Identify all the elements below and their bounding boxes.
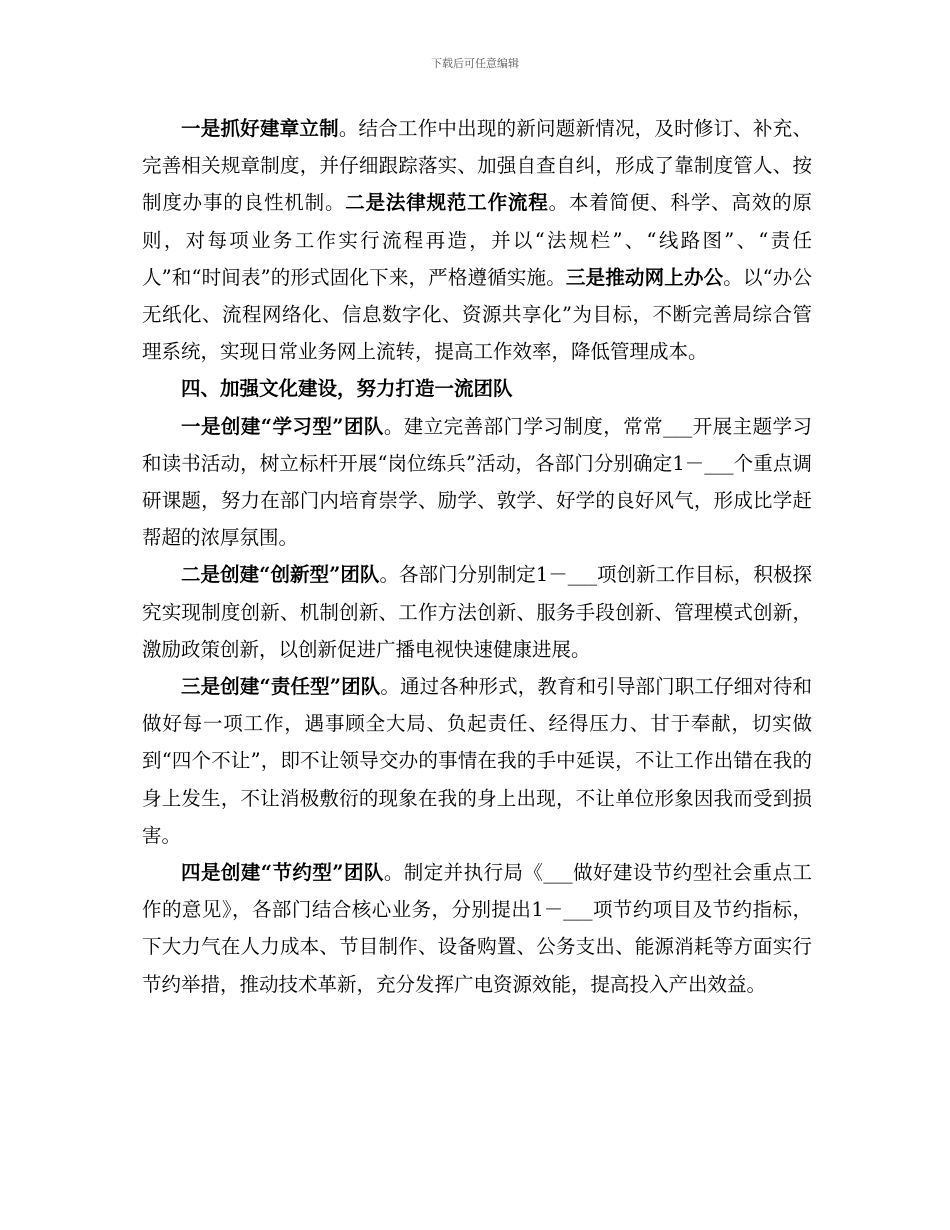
section-heading	[142, 370, 812, 407]
paragraph-rules-text-3: 。以“办公无纸化、流程网络化、信息数字化、资源共享化”为目标，不断完善局综合管理系统，实现日常业务网上流转，提高工作效率，降低管理成本。	[142, 265, 812, 364]
paragraph-thrift-team	[142, 854, 812, 1003]
paragraph-responsibility-team-lead: 三是创建“责任型”团队	[181, 675, 381, 699]
paragraph-rules-text-1: 。结合工作中出现的新问题新情况，及时修订、补充、完善相关规章制度，并仔细跟踪落实、加强自查自纠，形成了靠制度管人、按制度办事的良性机制。	[142, 117, 812, 215]
paragraph-innovation-team-text: 。各部门分别制定1－___项创新工作目标，积极探究实现制度创新、机制创新、工作方法创新、服务手段创新、管理模式创新，激励政策创新，以创新促进广播电视快速健康进展。	[142, 563, 812, 661]
paragraph-innovation-team	[142, 556, 812, 668]
paragraph-responsibility-team	[142, 668, 812, 854]
paragraph-learning-team	[142, 408, 812, 557]
section-heading-text: 四、加强文化建设，努力打造一流团队	[181, 377, 513, 401]
paragraph-learning-team-text: 。建立完善部门学习制度，常常___开展主题学习和读书活动，树立标杆开展“岗位练兵”活动，各部门分别确定1－___个重点调研课题，努力在部门内培育崇学、励学、敦学、好学的良好风气，形成比学赶帮超的浓厚氛围。	[142, 414, 812, 550]
paragraph-rules	[142, 110, 812, 370]
paragraph-rules-lead-2: 二是法律规范工作流程	[345, 191, 549, 215]
document-body	[142, 110, 812, 1003]
paragraph-learning-team-lead: 一是创建“学习型”团队	[181, 414, 384, 438]
paragraph-rules-lead-1: 一是抓好建章立制	[181, 117, 339, 140]
paragraph-thrift-team-text: 。制定并执行局《___做好建设节约型社会重点工作的意见》，各部门结合核心业务，分别提出1－___项节约项目及节约指标，下大力气在人力成本、节目制作、设备购置、公务支出、能源消耗等方面实行节约举措，推动技术革新，充分发挥广电资源效能，提高投入产出效益。	[142, 861, 812, 996]
paragraph-innovation-team-lead: 二是创建“创新型”团队	[181, 563, 380, 587]
paragraph-thrift-team-lead: 四是创建“节约型”团队	[181, 861, 384, 885]
paragraph-rules-text-2: 。本着简便、科学、高效的原则，对每项业务工作实行流程再造，并以“法规栏”、“线路图”、“责任人”和“时间表”的形式固化下来，严格遵循实施。	[142, 191, 812, 289]
page-header: 下载后可任意编辑	[431, 57, 519, 70]
paragraph-responsibility-team-text: 。通过各种形式，教育和引导部门职工仔细对待和做好每一项工作，遇事顾全大局、负起责任、经得压力、甘于奉献，切实做到“四个不让”，即不让领导交办的事情在我的手中延误，不让工作出错在我的身上发生，不让消极敷衍的现象在我的身上出现，不让单位形象因我而受到损害。	[142, 675, 812, 847]
paragraph-rules-lead-3: 三是推动网上办公	[565, 265, 724, 289]
